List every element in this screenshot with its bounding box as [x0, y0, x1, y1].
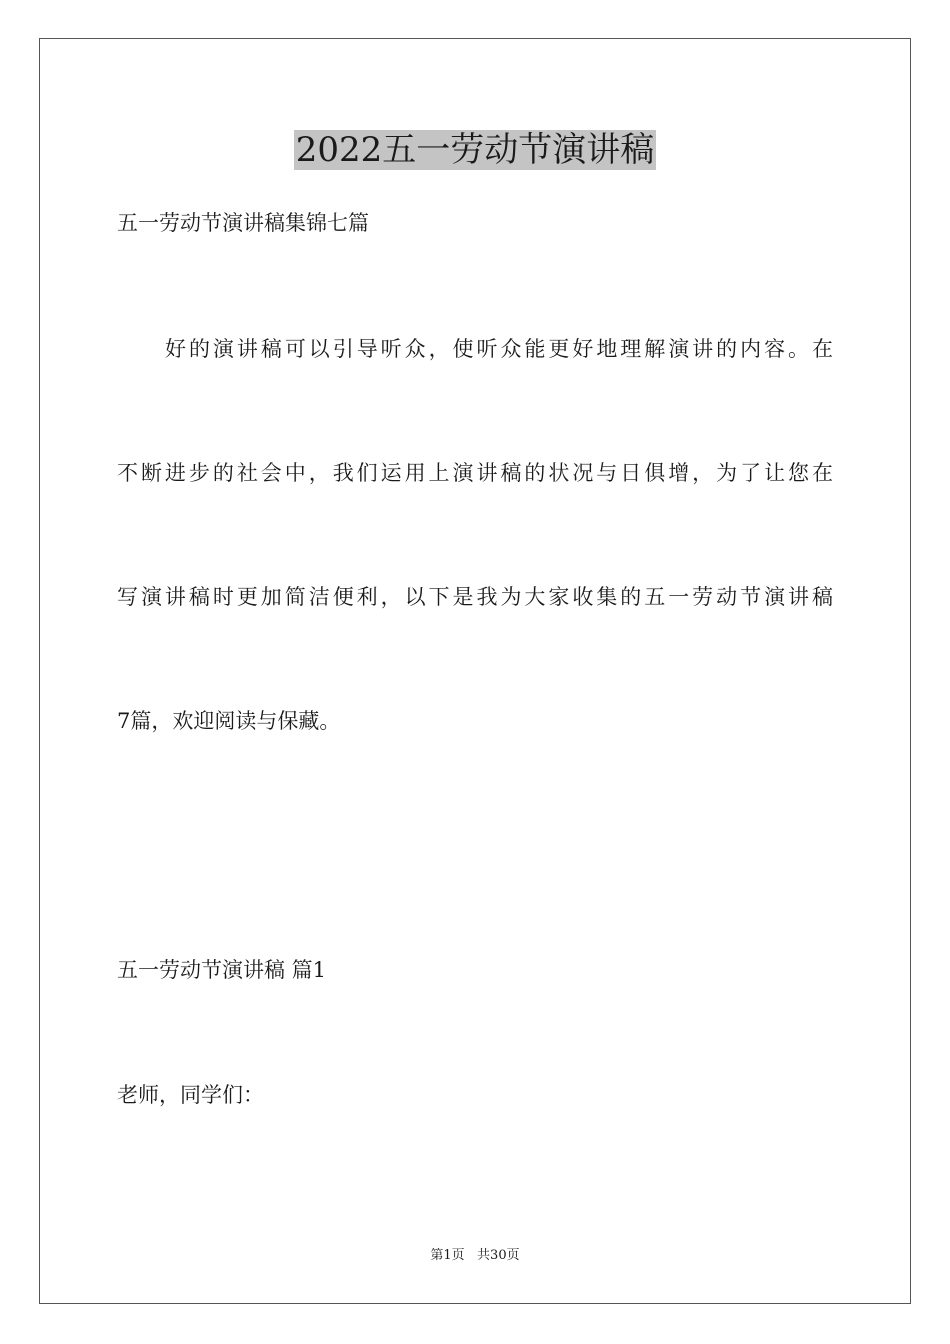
- document-title-text: 2022五一劳动节演讲稿: [295, 130, 655, 170]
- intro-line-3: 写演讲稿时更加简洁便利，以下是我为大家收集的五一劳动节演讲稿: [117, 585, 833, 609]
- greeting-line: 老师，同学们：: [117, 1083, 264, 1107]
- intro-line-4: 7篇，欢迎阅读与保藏。: [117, 709, 341, 733]
- intro-line-2: 不断进步的社会中，我们运用上演讲稿的状况与日俱增，为了让您在: [117, 461, 833, 485]
- intro-line-1: 好的演讲稿可以引导听众，使听众能更好地理解演讲的内容。在: [165, 337, 833, 361]
- document-title: [0, 128, 950, 172]
- section-heading: 五一劳动节演讲稿 篇1: [117, 958, 327, 982]
- page-number-footer: 第1页 共30页: [430, 1248, 520, 1263]
- document-subtitle: 五一劳动节演讲稿集锦七篇: [117, 211, 369, 235]
